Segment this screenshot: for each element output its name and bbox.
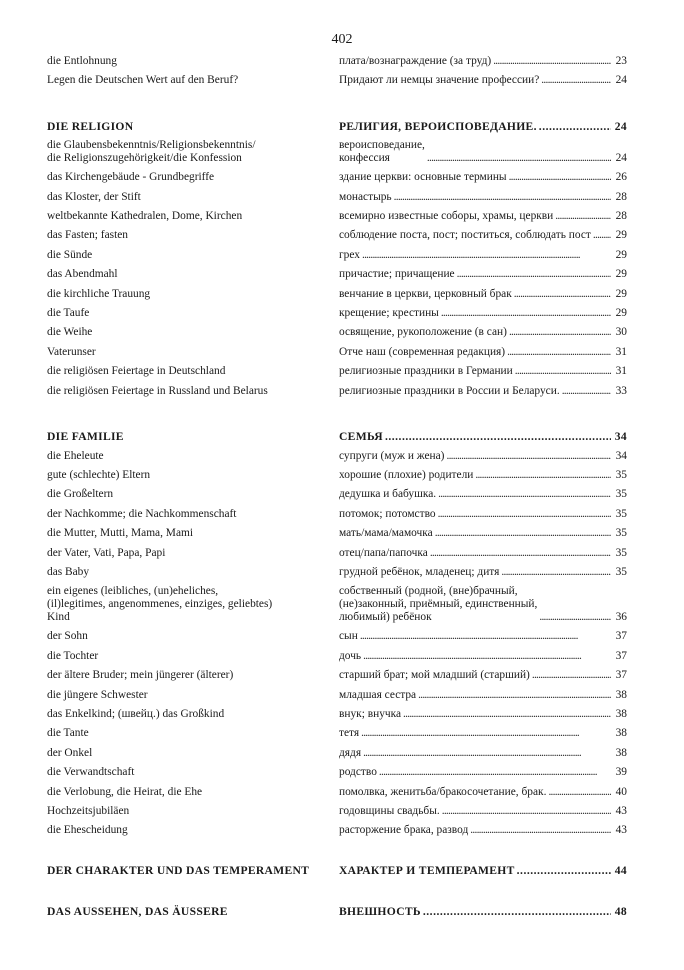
dot-leader bbox=[517, 861, 611, 880]
german-title: die Taufe bbox=[47, 307, 90, 320]
russian-column bbox=[339, 265, 627, 284]
russian-column bbox=[339, 485, 627, 504]
russian-title: монастырь bbox=[339, 190, 392, 203]
german-title: die religiösen Feiertage in Russland und Belarus bbox=[47, 384, 268, 397]
russian-title: Отче наш (современная редакция) bbox=[339, 345, 506, 358]
russian-column bbox=[339, 343, 627, 362]
dot-leader bbox=[507, 343, 611, 362]
german-title: der Sohn bbox=[47, 630, 88, 643]
russian-column bbox=[339, 285, 627, 304]
dot-leader bbox=[435, 524, 611, 543]
page-ref: 24 bbox=[615, 74, 627, 87]
toc-section-heading bbox=[47, 117, 627, 136]
russian-title: старший брат; мой младший (старший) bbox=[339, 669, 530, 682]
dot-leader bbox=[360, 627, 611, 646]
russian-column bbox=[339, 724, 627, 743]
russian-title: причастие; причащение bbox=[339, 268, 455, 281]
russian-title: Придают ли немцы значение профессии? bbox=[339, 74, 540, 87]
german-title: das Abendmahl bbox=[47, 268, 118, 281]
page-ref: 31 bbox=[615, 345, 627, 358]
german-title: die Tante bbox=[47, 727, 89, 740]
dot-leader bbox=[379, 763, 611, 782]
russian-title: младшая сестра bbox=[339, 688, 417, 701]
russian-column bbox=[339, 544, 627, 563]
toc-entry bbox=[47, 447, 627, 466]
german-title: die Verlobung, die Heirat, die Ehe bbox=[47, 785, 203, 798]
toc-entry bbox=[47, 362, 627, 381]
russian-column bbox=[339, 563, 627, 582]
russian-title: СЕМЬЯ bbox=[339, 430, 383, 444]
german-title: die Verwandtschaft bbox=[47, 766, 135, 779]
german-title: ein eigenes (leibliches, (un)eheliches, (il)legitimes, angenommenes, einziges, geliebtes) Kind bbox=[47, 585, 273, 624]
toc-entry bbox=[47, 802, 627, 821]
toc-entry bbox=[47, 705, 627, 724]
german-title: der Nachkomme; die Nachkommenschaft bbox=[47, 507, 237, 520]
toc-entry bbox=[47, 666, 627, 685]
page-ref: 48 bbox=[614, 905, 627, 919]
page-ref: 29 bbox=[615, 287, 627, 300]
russian-title: расторжение брака, развод bbox=[339, 824, 469, 837]
page-ref: 28 bbox=[615, 210, 627, 223]
german-title: Vaterunser bbox=[47, 345, 96, 358]
german-title: die Sünde bbox=[47, 248, 93, 261]
russian-column bbox=[339, 783, 627, 802]
dot-leader bbox=[362, 246, 611, 265]
russian-title: плата/вознаграждение (за труд) bbox=[339, 55, 492, 67]
russian-column bbox=[339, 627, 627, 646]
toc-entry bbox=[47, 168, 627, 187]
russian-column bbox=[339, 861, 627, 880]
german-title: die Mutter, Mutti, Mama, Mami bbox=[47, 527, 194, 540]
page-ref: 38 bbox=[615, 727, 627, 740]
russian-title: дедушка и бабушка. bbox=[339, 488, 437, 501]
russian-title: мать/мама/мамочка bbox=[339, 527, 433, 540]
german-title: der Vater, Vati, Papa, Papi bbox=[47, 546, 166, 559]
page-ref: 24 bbox=[614, 119, 627, 133]
dot-leader bbox=[446, 447, 611, 466]
page-ref: 35 bbox=[615, 488, 627, 501]
dot-leader bbox=[562, 382, 611, 401]
russian-column bbox=[339, 207, 627, 226]
russian-title: дочь bbox=[339, 649, 362, 662]
russian-title: грудной ребёнок, младенец; дитя bbox=[339, 565, 500, 578]
german-title: der ältere Bruder; mein jüngerer (älterer) bbox=[47, 669, 234, 682]
german-title: die Weihe bbox=[47, 326, 93, 339]
german-title: das Kirchengebäude - Grundbegriffe bbox=[47, 171, 215, 184]
toc-entry bbox=[47, 524, 627, 543]
page-ref: 28 bbox=[615, 190, 627, 203]
toc-entry bbox=[47, 304, 627, 323]
russian-column bbox=[339, 585, 627, 624]
toc-entry bbox=[47, 323, 627, 342]
page-ref: 43 bbox=[615, 805, 627, 817]
russian-column bbox=[339, 647, 627, 666]
dot-leader bbox=[509, 323, 611, 342]
russian-title: отец/папа/папочка bbox=[339, 546, 428, 559]
german-title: die Glaubensbekenntnis/Religionsbekenntnis/ die Religionszugehörigkeit/die Konfession bbox=[47, 139, 256, 165]
page-ref: 38 bbox=[615, 746, 627, 759]
russian-title: внук; внучка bbox=[339, 707, 402, 720]
page-ref: 23 bbox=[615, 55, 627, 67]
russian-title: религиозные праздники в России и Беларуси. bbox=[339, 384, 560, 397]
russian-column bbox=[339, 802, 627, 821]
german-title: die religiösen Feiertage in Deutschland bbox=[47, 365, 226, 378]
russian-column bbox=[339, 705, 627, 724]
russian-column bbox=[339, 246, 627, 265]
russian-column bbox=[339, 168, 627, 187]
toc-entry bbox=[47, 71, 627, 90]
dot-leader bbox=[394, 188, 611, 207]
page-ref: 34 bbox=[615, 449, 627, 462]
dot-leader bbox=[514, 285, 611, 304]
page-ref: 29 bbox=[615, 268, 627, 281]
russian-column bbox=[339, 666, 627, 685]
russian-column bbox=[339, 362, 627, 381]
russian-column bbox=[339, 447, 627, 466]
page-ref: 35 bbox=[615, 468, 627, 481]
russian-title: ВНЕШНОСТЬ bbox=[339, 905, 421, 919]
german-title: die jüngere Schwester bbox=[47, 688, 148, 701]
page-ref: 40 bbox=[615, 785, 627, 798]
russian-title: здание церкви: основные термины bbox=[339, 171, 507, 184]
russian-column bbox=[339, 304, 627, 323]
russian-title: ХАРАКТЕР И ТЕМПЕРАМЕНТ bbox=[339, 863, 515, 877]
russian-column bbox=[339, 188, 627, 207]
russian-title: освящение, рукоположение (в сан) bbox=[339, 326, 507, 339]
german-title: DER CHARAKTER UND DAS TEMPERAMENT bbox=[47, 863, 310, 877]
page-ref: 39 bbox=[615, 766, 627, 779]
dot-leader bbox=[539, 611, 611, 624]
page-ref: 35 bbox=[615, 507, 627, 520]
german-title: das Baby bbox=[47, 565, 90, 578]
russian-column bbox=[339, 139, 627, 165]
dot-leader bbox=[539, 117, 611, 136]
page-ref: 37 bbox=[615, 630, 627, 643]
page-ref: 43 bbox=[615, 824, 627, 837]
russian-column bbox=[339, 117, 627, 136]
dot-leader bbox=[438, 485, 611, 504]
russian-column bbox=[339, 71, 627, 90]
toc-entry bbox=[47, 466, 627, 485]
russian-column bbox=[339, 524, 627, 543]
dot-leader bbox=[501, 563, 611, 582]
russian-column bbox=[339, 427, 627, 446]
german-title: weltbekannte Kathedralen, Dome, Kirchen bbox=[47, 210, 243, 223]
german-title: DIE FAMILIE bbox=[47, 430, 124, 444]
russian-column bbox=[339, 52, 627, 71]
russian-title: помолвка, женитьба/бракосочетание, брак. bbox=[339, 785, 547, 798]
dot-leader bbox=[532, 666, 611, 685]
german-title: DIE RELIGION bbox=[47, 119, 134, 133]
toc-entry bbox=[47, 505, 627, 524]
russian-title: собственный (родной, (вне)брачный, (не)законный, приёмный, единственный, любимый) ребёнок bbox=[339, 585, 538, 624]
dot-leader bbox=[515, 362, 611, 381]
toc-section-heading bbox=[47, 902, 627, 921]
page-ref: 29 bbox=[615, 248, 627, 261]
russian-title: хорошие (плохие) родители bbox=[339, 468, 474, 481]
russian-title: грех bbox=[339, 248, 360, 261]
page-number: 402 bbox=[331, 32, 353, 47]
russian-title: годовщины свадьбы. bbox=[339, 805, 440, 817]
dot-leader bbox=[418, 686, 611, 705]
german-title: der Onkel bbox=[47, 746, 93, 759]
page-ref: 37 bbox=[615, 649, 627, 662]
russian-column bbox=[339, 323, 627, 342]
russian-title: супруги (муж и жена) bbox=[339, 449, 445, 462]
toc-entry bbox=[47, 627, 627, 646]
russian-title: потомок; потомство bbox=[339, 507, 436, 520]
page-ref: 38 bbox=[615, 707, 627, 720]
page-ref: 35 bbox=[615, 527, 627, 540]
toc-entry bbox=[47, 724, 627, 743]
dot-leader bbox=[361, 724, 611, 743]
german-title: die Eheleute bbox=[47, 449, 104, 462]
toc-entry bbox=[47, 188, 627, 207]
german-title: Legen die Deutschen Wert auf den Beruf? bbox=[47, 74, 239, 87]
toc-entry bbox=[47, 382, 627, 401]
russian-title: дядя bbox=[339, 746, 362, 759]
toc-entry bbox=[47, 821, 627, 840]
russian-title: сын bbox=[339, 630, 358, 643]
toc-entry bbox=[47, 763, 627, 782]
german-title: die Entlohnung bbox=[47, 55, 117, 67]
dot-leader bbox=[470, 821, 611, 840]
table-of-contents bbox=[47, 52, 627, 922]
russian-column bbox=[339, 686, 627, 705]
dot-leader bbox=[548, 783, 611, 802]
german-title: das Kloster, der Stift bbox=[47, 190, 141, 203]
german-title: Hochzeitsjubiläen bbox=[47, 805, 130, 817]
page-ref: 35 bbox=[615, 546, 627, 559]
russian-column bbox=[339, 382, 627, 401]
german-title: die kirchliche Trauung bbox=[47, 287, 151, 300]
toc-entry bbox=[47, 582, 627, 627]
russian-column bbox=[339, 466, 627, 485]
toc-entry bbox=[47, 226, 627, 245]
page-ref: 35 bbox=[615, 565, 627, 578]
russian-title: крещение; крестины bbox=[339, 307, 439, 320]
toc-entry bbox=[47, 686, 627, 705]
toc-entry bbox=[47, 783, 627, 802]
toc-entry bbox=[47, 285, 627, 304]
dot-leader bbox=[403, 705, 611, 724]
russian-column bbox=[339, 763, 627, 782]
dot-leader bbox=[509, 168, 611, 187]
dot-leader bbox=[541, 71, 611, 90]
toc-entry bbox=[47, 246, 627, 265]
toc-section-heading bbox=[47, 427, 627, 446]
dot-leader bbox=[423, 902, 611, 921]
page-ref: 24 bbox=[615, 152, 627, 165]
german-title: die Ehescheidung bbox=[47, 824, 128, 837]
german-title: die Großeltern bbox=[47, 488, 114, 501]
dot-leader bbox=[475, 466, 611, 485]
page-ref: 34 bbox=[614, 430, 627, 444]
dot-leader bbox=[593, 226, 611, 245]
page-ref: 38 bbox=[615, 688, 627, 701]
toc-entry bbox=[47, 563, 627, 582]
russian-title: вероисповедание, конфессия bbox=[339, 139, 425, 165]
toc-entry bbox=[47, 485, 627, 504]
russian-title: религиозные праздники в Германии bbox=[339, 365, 513, 378]
russian-column bbox=[339, 744, 627, 763]
dot-leader bbox=[457, 265, 611, 284]
dot-leader bbox=[438, 505, 611, 524]
german-title: gute (schlechte) Eltern bbox=[47, 468, 151, 481]
russian-title: всемирно известные соборы, храмы, церкви bbox=[339, 210, 554, 223]
dot-leader bbox=[427, 152, 611, 165]
page-ref: 37 bbox=[615, 669, 627, 682]
toc-entry bbox=[47, 136, 627, 168]
page-ref: 31 bbox=[615, 365, 627, 378]
page-ref: 36 bbox=[615, 611, 627, 624]
page-ref: 29 bbox=[615, 307, 627, 320]
page-ref: 30 bbox=[615, 326, 627, 339]
german-title: die Tochter bbox=[47, 649, 99, 662]
german-title: DAS AUSSEHEN, DAS ÄUSSERE bbox=[47, 905, 228, 919]
toc-entry bbox=[47, 544, 627, 563]
dot-leader bbox=[493, 52, 611, 71]
dot-leader bbox=[442, 802, 611, 821]
toc-entry bbox=[47, 207, 627, 226]
toc-entry bbox=[47, 744, 627, 763]
page-ref: 29 bbox=[615, 229, 627, 242]
dot-leader bbox=[363, 744, 611, 763]
dot-leader bbox=[385, 427, 611, 446]
russian-title: соблюдение поста, пост; поститься, соблюдать пост bbox=[339, 229, 591, 242]
russian-title: родство bbox=[339, 766, 377, 779]
russian-title: венчание в церкви, церковный брак bbox=[339, 287, 512, 300]
russian-column bbox=[339, 226, 627, 245]
dot-leader bbox=[430, 544, 611, 563]
toc-entry bbox=[47, 343, 627, 362]
german-title: das Fasten; fasten bbox=[47, 229, 128, 242]
page-ref: 26 bbox=[615, 171, 627, 184]
dot-leader bbox=[555, 207, 611, 226]
page-ref: 44 bbox=[614, 863, 627, 877]
dot-leader bbox=[363, 647, 611, 666]
toc-section-heading bbox=[47, 861, 627, 880]
toc-entry bbox=[47, 647, 627, 666]
russian-title: тетя bbox=[339, 727, 360, 740]
dot-leader bbox=[441, 304, 611, 323]
page-ref: 33 bbox=[615, 384, 627, 397]
toc-entry bbox=[47, 52, 627, 71]
russian-column bbox=[339, 505, 627, 524]
german-title: das Enkelkind; (швейц.) das Großkind bbox=[47, 707, 225, 720]
russian-title: РЕЛИГИЯ, ВЕРОИСПОВЕДАНИЕ. bbox=[339, 119, 537, 133]
toc-entry bbox=[47, 265, 627, 284]
russian-column bbox=[339, 821, 627, 840]
russian-column bbox=[339, 902, 627, 921]
